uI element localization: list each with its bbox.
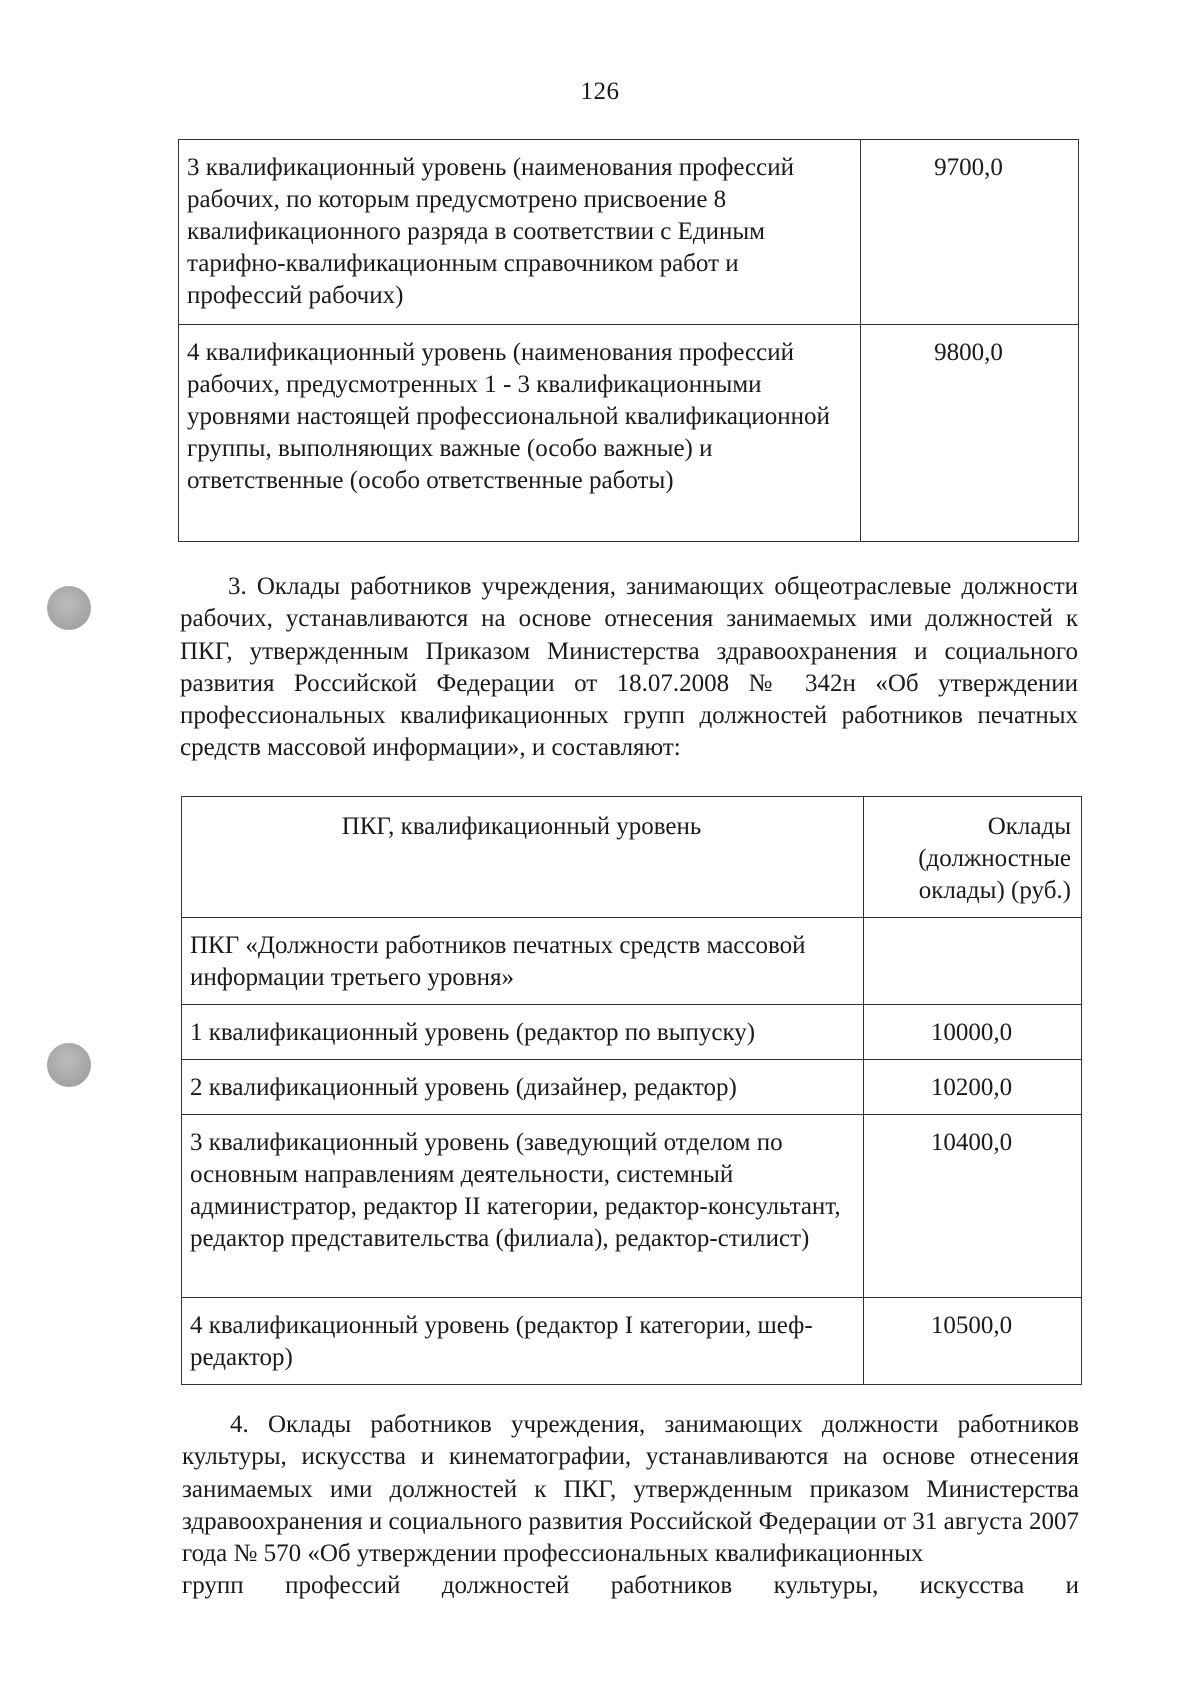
- group-title-cell: ПКГ «Должности работников печатных средств массовой информации третьего уровня»: [182, 918, 864, 1005]
- column-header-level: ПКГ, квалификационный уровень: [182, 797, 864, 918]
- punch-hole-upper: [47, 586, 91, 630]
- qualification-level-cell: 3 квалификационный уровень (наименования профессий рабочих, по которым предусмотрено присвоение 8 квалификационного разряда в соответствии с Единым тарифно-квалификационным справочником работ и профессий рабочих): [179, 140, 861, 325]
- page-number: 126: [580, 78, 620, 105]
- qualification-level-cell: 4 квалификационный уровень (наименования профессий рабочих, предусмотренных 1 - 3 квалификационными уровнями настоящей профессиональной квалификационной группы, выполняющих важные (особо важные) и ответственные (особо ответственные работы): [179, 325, 861, 542]
- table-row: [182, 1298, 1082, 1385]
- table-row: [182, 1005, 1082, 1060]
- empty-cell: [864, 918, 1082, 1005]
- paragraph-3: [180, 571, 1078, 765]
- table-row: [182, 1115, 1082, 1298]
- salary-cell: 10500,0: [864, 1298, 1082, 1385]
- salary-table-print-media: [181, 796, 1082, 1385]
- salary-cell: 10000,0: [864, 1005, 1082, 1060]
- paragraph-3-text: 3. Оклады работников учреждения, занимающих общеотраслевые должности рабочих, устанавливаются на основе отнесения занимаемых ими должностей к ПКГ, утвержденным Приказом Министерства здравоохранения и социального развития Российской Федерации от 18.07.2008 № 342н «Об утверждении профессиональных квалификационных групп должностей работников печатных средств массовой информации», и составляют:: [180, 573, 1078, 762]
- column-header-salary: Оклады (должностные оклады) (руб.): [864, 797, 1082, 918]
- table-header-row: [182, 797, 1082, 918]
- qualification-level-cell: 4 квалификационный уровень (редактор I категории, шеф-редактор): [182, 1298, 864, 1385]
- salary-cell: 10200,0: [864, 1060, 1082, 1115]
- qualification-level-cell: 2 квалификационный уровень (дизайнер, редактор): [182, 1060, 864, 1115]
- salary-cell: 9700,0: [861, 140, 1079, 325]
- table-group-row: [182, 918, 1082, 1005]
- paragraph-4-text: 4. Оклады работников учреждения, занимающих должности работников культуры, искусства и кинематографии, устанавливаются на основе отнесения занимаемых ими должностей к ПКГ, утвержденным приказом Министерства здравоохранения и социального развития Российской Федерации от 31 августа 2007 года № 570 «Об утверждении профессиональных квалификационных: [182, 1411, 1079, 1568]
- paragraph-4: [182, 1409, 1079, 1603]
- table-row: [182, 1060, 1082, 1115]
- paragraph-4-last-line: групп профессий должностей работников культуры, искусства и: [182, 1572, 1079, 1600]
- salary-table-workers: [178, 139, 1079, 542]
- salary-cell: 9800,0: [861, 325, 1079, 542]
- punch-hole-lower: [47, 1043, 91, 1087]
- qualification-level-cell: 1 квалификационный уровень (редактор по выпуску): [182, 1005, 864, 1060]
- table-row: [179, 325, 1079, 542]
- table-row: [179, 140, 1079, 325]
- salary-cell: 10400,0: [864, 1115, 1082, 1298]
- qualification-level-cell: 3 квалификационный уровень (заведующий отделом по основным направлениям деятельности, системный администратор, редактор II категории, редактор-консультант, редактор представительства (филиала), редактор-стилист): [182, 1115, 864, 1298]
